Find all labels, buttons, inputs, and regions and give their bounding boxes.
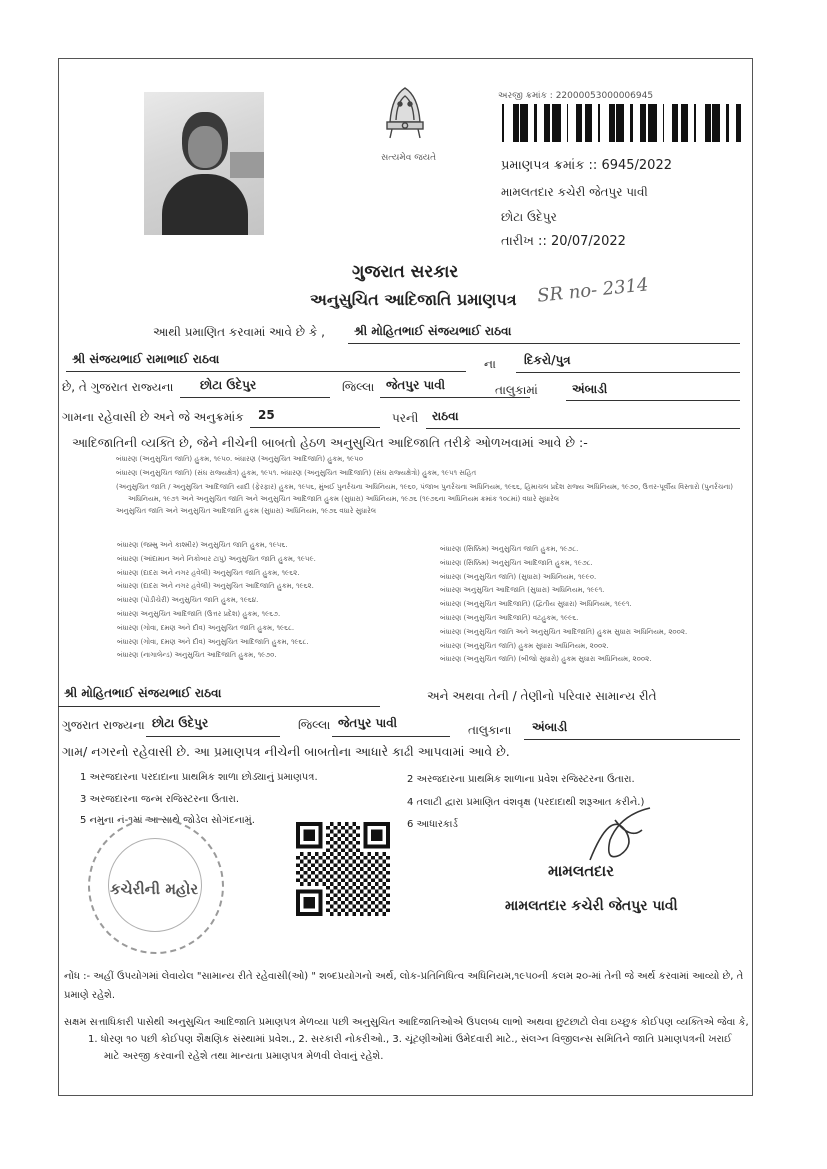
document-item-5: 5 નમુના નં-૧માં આ સાથે જોડેલ સોગંદનામું. <box>80 815 255 826</box>
relation: દિકરો/પુત્ર <box>524 353 571 367</box>
footer-authority-text: સક્ષમ સત્તાધિકારી પાસેથી અનુસુચિત આદિજાતિ પ્રમાણપત્ર મેળવ્યા પછી અનુસુચિત આદિજાતિઓએ ઉપલબ્ધ લાભો અથવા છુટછાટો લેવા ઇચ્છુક કોઈપણ વ્યક્તિએ જેવા કે, <box>64 1017 749 1028</box>
footer-note-continuation: પ્રમાણે રહેશે. <box>64 990 116 1001</box>
applicant-name-repeat: શ્રી મોહિતભાઈ સંજયભાઈ રાઠવા <box>64 686 222 700</box>
district-value-2: છોટા ઉદેપુર <box>152 716 209 730</box>
order-right-item: બંધારણ (સિક્કિમ) અનુસુચિત જાતિ હુકમ, ૧૯૭૮. <box>440 545 579 553</box>
issuing-office-district: છોટા ઉદેપુર <box>501 210 557 224</box>
order-right-item: બંધારણ (અનુસુચિત જાતિ) હુકમ સુધારા અધિનિયમ, ૨૦૦૨. <box>440 641 609 650</box>
signatory-office: મામલતદાર કચેરી જેતપુર પાવી <box>505 898 678 914</box>
order-line-1: બંધારણ (અનુસુચિત જાતિ) હુકમ, ૧૯૫૦. બંધારણ (અનુસુચિત આદિજાતિ) હુકમ, ૧૯૫૦ <box>116 455 363 463</box>
order-left-item: બંધારણ (ગોવા, દમણ અને દીવ) અનુસુચિત આદિજાતિ હુકમ, ૧૯૬૮. <box>117 637 309 646</box>
certify-prefix: આથી પ્રમાણિત કરવામાં આવે છે કે , <box>153 325 325 339</box>
footer-note: નોંધ :- અહીં ઉપયોગમાં લેવાયેલ "સામાન્ય રીતે રહેવાસી(ઓ) " શબ્દપ્રયોગનો અર્થ, લોક-પ્રતિનિધિત્વ અધિનિયમ,૧૯૫૦ની કલમ ૨૦-માં તેની જે અર્થ કરવામાં આવ્યો છે, તે <box>64 971 744 982</box>
footer-points-line-2: માટે અરજી કરવાની રહેશે તથા માન્યતા પ્રમાણપત્ર મેળવી લેવાનું રહેશે. <box>104 1051 384 1062</box>
handwritten-sr-number: SR no- 2314 <box>536 274 650 307</box>
signature-scribble <box>580 800 660 870</box>
village-value-2: અંબાડી <box>532 720 568 734</box>
order-left-item: બંધારણ (જમ્મુ અને કાશ્મીર) અનુસુચિત જાતિ હુકમ, ૧૯૫૬. <box>117 541 288 549</box>
father-name: શ્રી સંજયભાઈ રામાભાઈ રાઠવા <box>72 352 220 366</box>
taluka-label: તાલુકામાં <box>495 383 538 397</box>
state-prefix-2: ગુજરાત રાજ્યના <box>62 718 145 732</box>
order-right-item: બંધારણ (સિક્કિમ) અનુસુચિત આદિજાતિ હુકમ, ૧૯૭૮. <box>440 558 593 567</box>
relation-prefix: ના <box>484 357 496 371</box>
order-left-item: બંધારણ (દાદરા અને નગર હવેલી) અનુસુચિત આદિજાતિ હુકમ, ૧૯૬૨. <box>117 582 314 591</box>
order-right-item: બંધારણ અનુસુચિત આદિજાતિ (સુધારા) અધિનિયમ, ૧૯૯૧. <box>440 586 605 595</box>
order-left-item: બંધારણ (પોંડીચેરી) અનુસુચિત જાતિ હુકમ, ૧૯૬૪. <box>117 596 259 605</box>
family-residence-text: અને અથવા તેની / તેણીનો પરિવાર સામાન્ય રીતે <box>427 689 657 703</box>
orders-right-column <box>440 543 687 667</box>
order-right-item: બંધારણ (અનુસુચિત જાતિ) (સુધારા) અધિનિયમ, ૧૯૯૦. <box>440 572 597 581</box>
order-line-4: અધિનિયમ, ૧૯૭૧ અને અનુસુચિત જાતિ અને અનુસુચિત આદિજાતિ હુકમ (સુધારા) અધિનિયમ, ૧૯૭૬ (૧૯૭૬ના અધિનિયમ ક્રમાંક ૧૦૮માં) વધારે સુધારેલ <box>128 495 560 503</box>
order-line-2: બંધારણ (અનુસુચિત જાતિ) (સંઘ રાજ્યક્ષેત્ર) હુકમ, ૧૯૫૧. બંધારણ (અનુસુચિત આદિજાતિ) (સંઘ રાજ્યક્ષેત્રો) હુકમ, ૧૯૫૧ સહિત <box>116 469 477 477</box>
taluka-value-2: જેતપુર પાવી <box>338 716 398 730</box>
footer-points-line-1: 1. ધોરણ ૧૦ પછી કોઈપણ શૈક્ષણિક સંસ્થામાં પ્રવેશ., 2. સરકારી નોકરીઓ., 3. ચૂંટણીઓમાં ઉમેદવારી માટે., સંલગ્ન વિજીલન્સ સમિતિને જાતિ પ્રમાણપત્રની ખરાઈ <box>88 1034 732 1045</box>
application-serial-number: અરજી ક્રમાંક : 22000053000006945 <box>498 91 654 101</box>
certificate-title: અનુસુચિત આદિજાતિ પ્રમાણપત્ર <box>310 290 517 309</box>
order-left-item: બંધારણ (દાદરા અને નગર હવેલી) અનુસુચિત જાતિ હુકમ, ૧૯૬૨. <box>117 568 300 577</box>
serial-number-value: 25 <box>258 408 275 422</box>
resident-prefix: ગામના રહેવાસી છે અને જે અનુક્રમાંક <box>62 410 244 424</box>
document-item-1: 1 અરજદારના પરદાદાના પ્રાથમિક શાળા છોડ્યાનું પ્રમાણપત્ર. <box>80 772 318 783</box>
barcode <box>498 104 741 142</box>
document-item-6: 6 આધારકાર્ડ <box>407 819 458 830</box>
state-prefix: છે, તે ગુજરાત રાજ્યના <box>62 380 174 394</box>
applicant-photo <box>144 92 264 235</box>
state-emblem-icon <box>370 78 440 152</box>
district-label-2: જિલ્લા <box>298 718 331 732</box>
certificate-number: પ્રમાણપત્ર ક્રમાંક :: 6945/2022 <box>501 158 672 173</box>
caste-value: રાઠવા <box>432 409 459 423</box>
issuing-office: મામલતદાર કચેરી જેતપુર પાવી <box>501 185 648 199</box>
order-right-item: બંધારણ (અનુસુચિત આદિજાતિ) (દ્વિતીય સુધારા) અધિનિયમ, ૧૯૯૧. <box>440 600 632 609</box>
order-right-item: બંધારણ (અનુસુચિત જાતિ અને અનુસુચિત આદિજાતિ) હુકમ સુધારા અધિનિયમ, ૨૦૦૨. <box>440 627 688 636</box>
district-value: છોટા ઉદેપુર <box>200 378 257 392</box>
district-label: જિલ્લા <box>342 380 375 394</box>
emblem-motto: સત્યમેવ જયતે <box>381 153 437 163</box>
order-left-item: બંધારણ (ગોવા, દમણ અને દીવ) અનુસુચિત જાતિ હુકમ, ૧૯૬૮. <box>117 623 295 632</box>
government-title: ગુજરાત સરકાર <box>352 262 459 282</box>
document-item-3: 3 અરજદારના જન્મ રજિસ્ટરના ઉતારા. <box>80 794 240 805</box>
signatory-title: મામલતદાર <box>548 862 614 880</box>
village-value: અંબાડી <box>572 382 608 396</box>
order-line-3: (અનુસુચિત જાતિ / અનુસુચિત આદિજાતિ યાદી (ફેરફાર) હુકમ, ૧૯૫૬, મુંબઈ પુનર્રચના અધિનિયમ, ૧૯૬૦, પંજાબ પુનર્રચના અધિનિયમ, ૧૯૬૬, હિમાચલ પ્રદેશ રાજ્ય અધિનિયમ, ૧૯૭૦, ઉત્તર-પૂર્વીય વિસ્તારો (પુનર્રચના) <box>116 483 733 491</box>
order-left-item: બંધારણ (આંદામાન અને નિકોબાર ટાપુ) અનુસુચિત જાતિ હુકમ, ૧૯૫૯. <box>117 554 316 563</box>
qr-code <box>296 822 390 916</box>
order-line-5: અનુસુચિત જાતિ અને અનુસુચિત આદિજાતિ હુકમ (સુધારા) અધિનિયમ, ૧૯૭૬ વધારે સુધારેલ <box>116 507 377 515</box>
office-seal-text: કચેરીની મહોર <box>110 880 199 898</box>
document-item-2: 2 અરજદારના પ્રાથમિક શાળાના પ્રવેશ રજિસ્ટરના ઉતારા. <box>407 774 635 785</box>
declaration-text: આદિજાતિની વ્યક્તિ છે, જેને નીચેની બાબતો હેઠળ અનુસુચિત આદિજાતિ તરીકે ઓળખવામાં આવે છે :- <box>72 435 588 450</box>
document-item-4: 4 તલાટી દ્વારા પ્રમાણિત વંશવૃક્ષ (પરદાદાથી શરૂઆત કરીને.) <box>407 797 645 808</box>
applicant-name: શ્રી મોહિતભાઈ સંજયભાઈ રાઠવા <box>354 324 512 338</box>
issue-date: તારીખ :: 20/07/2022 <box>501 234 626 249</box>
order-right-item: બંધારણ (અનુસુચિત આદિજાતિ) વટહુકમ, ૧૯૯૬. <box>440 613 579 622</box>
order-left-item: બંધારણ અનુસુચિત આદિજાતિ (ઉત્તર પ્રદેશ) હુકમ, ૧૯૬૭. <box>117 609 281 618</box>
basis-text: ગામ/ નગરનો રહેવાસી છે. આ પ્રમાણપત્ર નીચેની બાબતોના આધારે કાઢી આપવામાં આવે છે. <box>62 744 510 759</box>
caste-prefix: પરની <box>392 411 419 425</box>
taluka-label-2: તાલુકાના <box>468 723 512 737</box>
order-right-item: બંધારણ (અનુસુચિત જાતિ) (બીજો સુધારો) હુકમ સુધારા અધિનિયમ, ૨૦૦૨. <box>440 655 652 664</box>
order-left-item: બંધારણ (નાગાલેન્ડ) અનુસુચિત આદિજાતિ હુકમ, ૧૯૭૦. <box>117 651 277 660</box>
taluka-value: જેતપુર પાવી <box>386 378 446 392</box>
orders-left-column <box>117 539 316 663</box>
